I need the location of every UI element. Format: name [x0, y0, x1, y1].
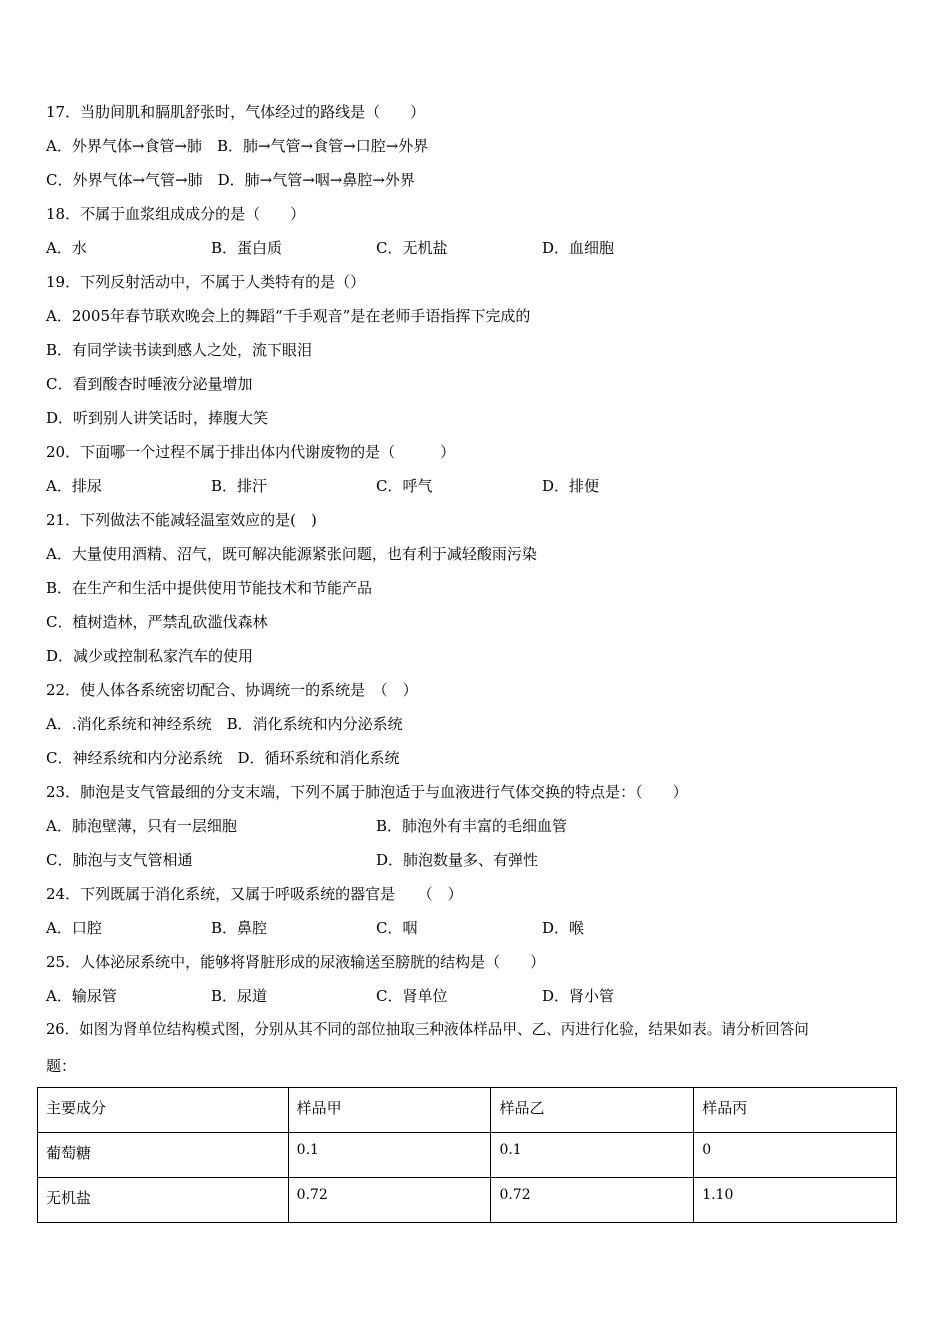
sample-table: [37, 1087, 897, 1223]
q25-option-c: C．肾单位: [376, 987, 448, 1005]
table-header-cell: 样品甲: [288, 1088, 491, 1133]
q24-option-b: B．鼻腔: [211, 919, 268, 937]
table-header-cell: 主要成分: [38, 1088, 289, 1133]
q20-option-d: D．排便: [542, 477, 600, 495]
q18-option-b: B．蛋白质: [211, 239, 283, 257]
q21-option-b: B．在生产和生活中提供使用节能技术和节能产品: [46, 579, 373, 597]
q23-option-c: C．肺泡与支气管相通: [46, 851, 193, 869]
q25-stem: 25．人体泌尿系统中，能够将肾脏形成的尿液输送至膀胱的结构是（ ）: [46, 953, 546, 971]
q25-option-b: B．尿道: [211, 987, 268, 1005]
table-cell: 0: [694, 1133, 897, 1178]
q25-option-d: D．肾小管: [542, 987, 615, 1005]
q17-options-line2: C．外界气体→气管→肺 D．肺→气管→咽→鼻腔→外界: [46, 171, 415, 189]
q19-option-c: C．看到酸杏时唾液分泌量增加: [46, 375, 253, 393]
q26-stem-line1: 26．如图为肾单位结构模式图，分别从其不同的部位抽取三种液体样品甲、乙、丙进行化验，结果如表。请分析回答问: [46, 1021, 809, 1038]
q20-option-a: A．排尿: [46, 477, 102, 495]
q17-options-line1: A．外界气体→食管→肺 B．肺→气管→食管→口腔→外界: [46, 137, 429, 155]
q18-option-c: C．无机盐: [376, 239, 448, 257]
q19-option-b: B．有同学读书读到感人之处，流下眼泪: [46, 341, 313, 359]
q23-option-a: A．肺泡壁薄，只有一层细胞: [46, 817, 237, 835]
q22-options-line2: C．神经系统和内分泌系统 D．循环系统和消化系统: [46, 749, 400, 767]
q24-option-a: A．口腔: [46, 919, 102, 937]
q22-options-line1: A．.消化系统和神经系统 B．消化系统和内分泌系统: [46, 715, 403, 733]
q18-stem: 18．不属于血浆组成成分的是（ ）: [46, 205, 306, 223]
q22-stem: 22．使人体各系统密切配合、协调统一的系统是 （ ）: [46, 681, 418, 699]
table-cell: 1.10: [694, 1178, 897, 1223]
q21-stem: 21．下列做法不能减轻温室效应的是( ): [46, 511, 317, 529]
table-header-cell: 样品乙: [491, 1088, 694, 1133]
q23-option-b: B．肺泡外有丰富的毛细血管: [376, 817, 568, 835]
table-cell: 葡萄糖: [38, 1133, 289, 1178]
q25-option-a: A．输尿管: [46, 987, 117, 1005]
q21-option-c: C．植树造林，严禁乱砍滥伐森林: [46, 613, 268, 631]
q17-stem: 17．当肋间肌和膈肌舒张时，气体经过的路线是（ ）: [46, 103, 426, 121]
table-header-row: [38, 1088, 897, 1133]
q21-option-d: D．减少或控制私家汽车的使用: [46, 647, 254, 665]
q24-option-d: D．喉: [542, 919, 585, 937]
q18-option-d: D．血细胞: [542, 239, 615, 257]
q21-option-a: A．大量使用酒精、沼气，既可解决能源紧张问题，也有利于减轻酸雨污染: [46, 545, 537, 563]
table-header-cell: 样品丙: [694, 1088, 897, 1133]
q23-option-d: D．肺泡数量多、有弹性: [376, 851, 539, 869]
q19-stem: 19．下列反射活动中，不属于人类特有的是（）: [46, 273, 366, 291]
q19-option-d: D．听到别人讲笑话时，捧腹大笑: [46, 409, 269, 427]
q20-option-c: C．呼气: [376, 477, 433, 495]
table-cell: 0.72: [288, 1178, 491, 1223]
q18-option-a: A．水: [46, 239, 87, 257]
q20-option-b: B．排汗: [211, 477, 268, 495]
table-row: [38, 1133, 897, 1178]
table-row: [38, 1178, 897, 1223]
q19-option-a: A．2005年春节联欢晚会上的舞蹈“千手观音”是在老师手语指挥下完成的: [46, 307, 531, 325]
q20-stem: 20．下面哪一个过程不属于排出体内代谢废物的是（ ）: [46, 443, 456, 461]
q24-option-c: C．咽: [376, 919, 418, 937]
q23-stem: 23．肺泡是支气管最细的分支末端，下列不属于肺泡适于与血液进行气体交换的特点是：（ ）: [46, 783, 688, 801]
q26-stem-line2: 题：: [46, 1057, 77, 1075]
table-cell: 0.1: [288, 1133, 491, 1178]
table-cell: 0.1: [491, 1133, 694, 1178]
q24-stem: 24．下列既属于消化系统，又属于呼吸系统的器官是 （ ）: [46, 885, 463, 903]
table-cell: 无机盐: [38, 1178, 289, 1223]
table-cell: 0.72: [491, 1178, 694, 1223]
